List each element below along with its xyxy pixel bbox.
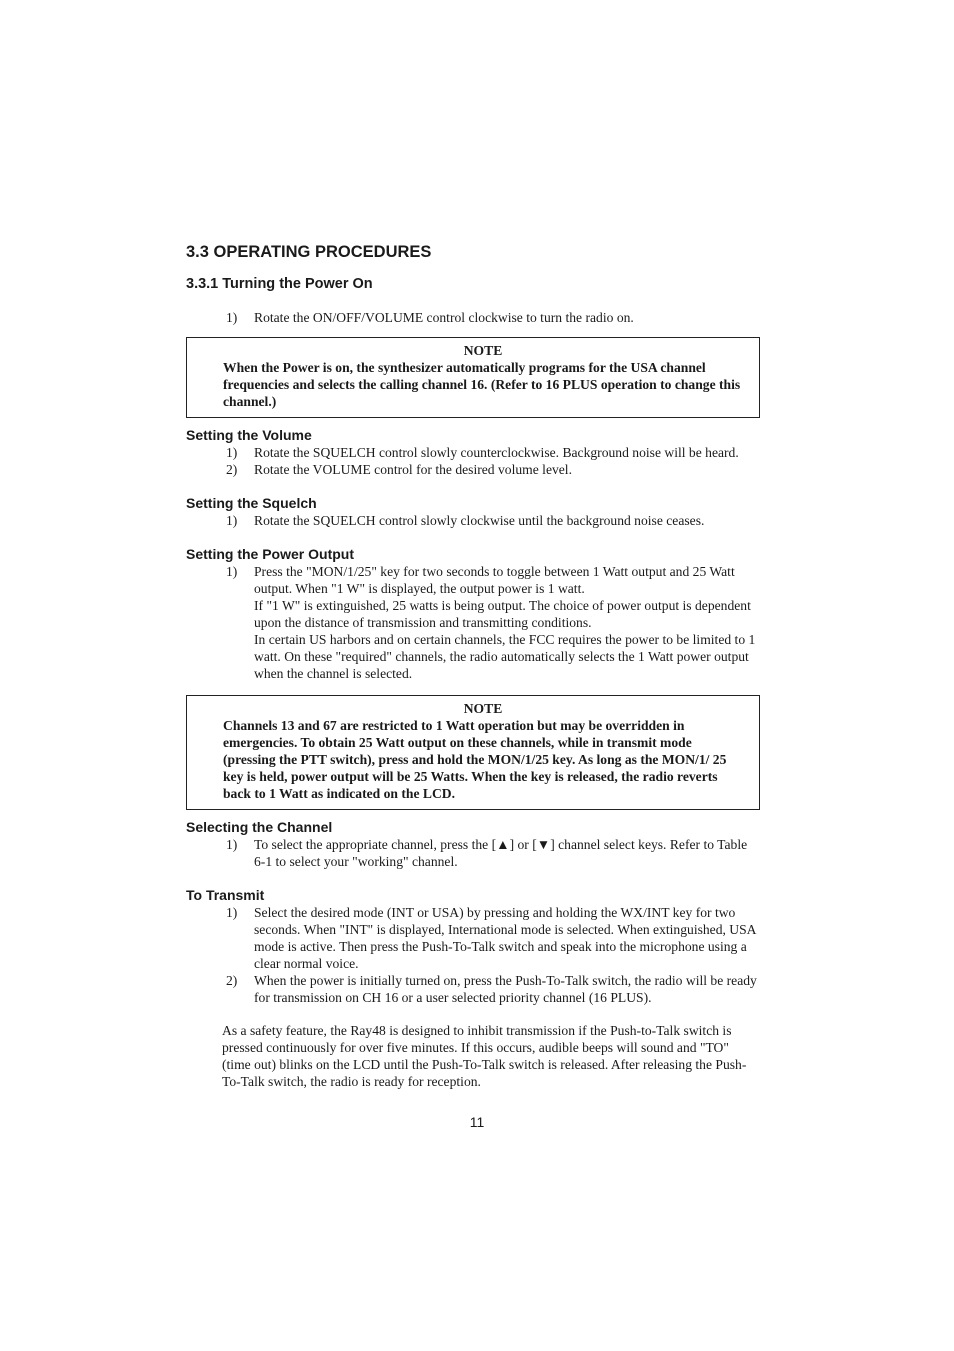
list-item: 1) Press the "MON/1/25" key for two seconds to toggle between 1 Watt output and 25 Watt output. When "1 W" is displayed, the output power is 1 watt. If "1 W" is extinguished, 25 watts is being output. The choice of power output is dependent upon the distance of transmission and transmitting conditions. In certain US harbors and on certain channels, the FCC requires the power to be limited to 1 watt. On these "required" channels, the radio automatically selects the 1 Watt power output when the channel is selected.: [226, 564, 756, 681]
page-number: 11: [469, 1114, 485, 1130]
list-item: 2) Rotate the VOLUME control for the desired volume level.: [226, 462, 572, 477]
list-item: 1) Rotate the SQUELCH control slowly clockwise until the background noise ceases.: [226, 513, 705, 528]
list-item: 1) To select the appropriate channel, press the [▲] or [▼] channel select keys. Refer to Table 6-1 to select your "working" channel.: [226, 837, 748, 869]
note-text: Channels 13 and 67 are restricted to 1 Watt operation but may be overridden in emergencies. To obtain 25 Watt output on these channels, while in transmit mode (pressing the PTT switch), press and hold the MON/1/25 key. As long as the MON/1/ 25 key is held, power output will be 25 Watts. When the key is released, the radio reverts back to 1 Watt as indicated on the LCD.: [223, 718, 727, 801]
heading-selecting-channel: Selecting the Channel: [186, 819, 333, 835]
heading-setting-volume: Setting the Volume: [186, 427, 312, 443]
safety-paragraph: As a safety feature, the Ray48 is designed to inhibit transmission if the Push-to-Talk switch is pressed continuously for over five minutes. If this occurs, audible beeps will sound and "TO" (time out) blinks on the LCD until the Push-To-Talk switch is released. After releasing the Push-To-Talk switch, the radio is ready for reception.: [222, 1023, 747, 1089]
heading-setting-power-output: Setting the Power Output: [186, 546, 354, 562]
note-box: [186, 337, 760, 418]
heading-to-transmit: To Transmit: [186, 887, 265, 903]
note-text: When the Power is on, the synthesizer automatically programs for the USA channel frequencies and selects the calling channel 16. (Refer to 16 PLUS operation to change this channel.): [223, 360, 741, 409]
list-item: 1) Select the desired mode (INT or USA) by pressing and holding the WX/INT key for two seconds. When "INT" is displayed, International mode is selected. When extinguished, USA mode is active. Then press the Push-To-Talk switch and speak into the microphone using a clear normal voice.: [226, 905, 756, 971]
note-title: NOTE: [463, 343, 503, 358]
heading-setting-squelch: Setting the Squelch: [186, 495, 317, 511]
manual-page: [186, 238, 760, 1090]
note-title: NOTE: [463, 701, 503, 716]
subsection-heading: 3.3.1 Turning the Power On: [186, 276, 373, 292]
list-item: 1) Rotate the ON/OFF/VOLUME control clockwise to turn the radio on.: [226, 310, 634, 325]
note-box: [186, 695, 760, 810]
section-heading: 3.3 OPERATING PROCEDURES: [186, 243, 432, 261]
list-item: 2) When the power is initially turned on, press the Push-To-Talk switch, the radio will be ready for transmission on CH 16 or a user selected priority channel (16 PLUS).: [226, 973, 757, 1005]
list-item: 1) Rotate the SQUELCH control slowly counterclockwise. Background noise will be heard.: [226, 445, 739, 460]
